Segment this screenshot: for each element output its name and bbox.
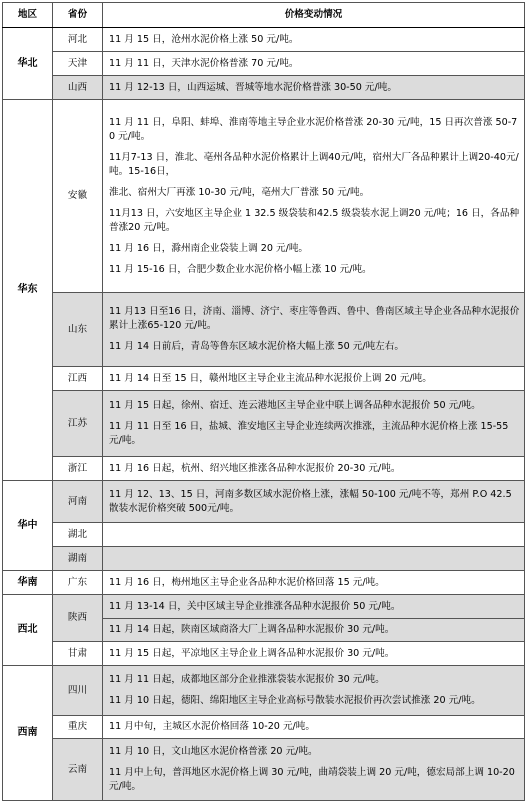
change-cell	[103, 547, 525, 571]
header-price-change: 价格变动情况	[103, 3, 525, 28]
province-cell: 重庆	[53, 716, 103, 739]
province-cell: 江苏	[53, 391, 103, 457]
table-row	[3, 481, 525, 523]
province-cell: 河南	[53, 481, 103, 523]
change-cell	[103, 716, 525, 739]
change-cell	[103, 642, 525, 666]
table-row	[3, 642, 525, 666]
change-cell	[103, 28, 525, 52]
table-row	[3, 523, 525, 547]
province-cell: 天津	[53, 52, 103, 76]
table-row	[3, 739, 525, 801]
header-province: 省份	[53, 3, 103, 28]
change-entry: 11 月 11 日，天津水泥价格普涨 70 元/吨。	[109, 57, 299, 69]
change-cell	[103, 571, 525, 595]
change-cell	[103, 367, 525, 391]
change-entry: 11月13 日，六安地区主导企业 1 32.5 级袋装和42.5 级袋装水泥上调20 元/吨；16 日，各品种普涨20 元/吨。	[109, 207, 520, 233]
change-cell	[103, 391, 525, 457]
province-cell: 湖北	[53, 523, 103, 547]
region-central: 华中	[3, 481, 53, 571]
change-cell	[103, 76, 525, 100]
change-entry: 11 月 10 日，文山地区水泥价格普涨 20 元/吨。	[109, 746, 318, 757]
table-header-row	[3, 3, 525, 28]
province-cell: 湖南	[53, 547, 103, 571]
table-row	[3, 595, 525, 619]
change-entry: 11 月中旬，主城区水泥价格回落 10-20 元/吨。	[109, 721, 315, 732]
change-entry: 11 月 14 日前后，青岛等鲁东区域水泥价格大幅上涨 50 元/吨左右。	[109, 341, 404, 352]
change-cell	[103, 293, 525, 367]
province-cell: 江西	[53, 367, 103, 391]
change-cell	[103, 523, 525, 547]
change-entry: 11 月 15 日，沧州水泥价格上涨 50 元/吨。	[109, 33, 299, 45]
table-row	[3, 100, 525, 293]
change-cell	[103, 666, 525, 716]
change-entry: 11 月 12、13、15 日，河南多数区域水泥价格上涨，涨幅 50-100 元/吨不等，郑州 P.O 42.5 散装水泥价格突破 500元/吨。	[109, 488, 512, 514]
province-cell: 浙江	[53, 457, 103, 481]
change-entry: 11 月 12-13 日，山西运城、晋城等地水泥价格普涨 30-50 元/吨。	[109, 81, 397, 93]
change-entry: 11 月 16 日，梅州地区主导企业各品种水泥价格回落 15 元/吨。	[109, 576, 385, 588]
region-south: 华南	[3, 571, 53, 595]
change-entry: 淮北、宿州大厂再涨 10-30 元/吨，亳州大厂普涨 50 元/吨。	[109, 186, 370, 198]
change-cell	[103, 481, 525, 523]
change-cell	[103, 457, 525, 481]
change-entry: 11 月 13-14 日，关中区域主导企业推涨各品种水泥报价 50 元/吨。	[109, 600, 401, 612]
change-entry: 11 月中上旬，普洱地区水泥价格上调 30 元/吨，曲靖袋装上调 20 元/吨，德宏局部上调 10-20 元/吨。	[109, 767, 515, 792]
change-entry: 11 月 15 日起，徐州、宿迁、连云港地区主导企业中联上调各品种水泥报价 50 元/吨。	[109, 400, 481, 411]
province-cell: 陕西	[53, 595, 103, 642]
change-entry: 11 月 14 日起，陕南区域商洛大厂上调各品种水泥报价 30 元/吨。	[109, 624, 395, 635]
table-row	[3, 571, 525, 595]
table-row	[3, 391, 525, 457]
change-entry: 11 月13 日至16 日，济南、淄博、济宁、枣庄等鲁西、鲁中、鲁南区域主导企业各品种水泥报价累计上涨65-120 元/吨。	[109, 306, 520, 331]
change-entry: 11 月 11 日至 16 日，盐城、淮安地区主导企业连续两次推涨，主流品种水泥价格上涨 15-55 元/吨。	[109, 421, 509, 446]
change-entry: 11 月 11 日起，成都地区部分企业推涨袋装水泥报价 30 元/吨。	[109, 674, 385, 685]
change-entry: 11 月 15 日起，平凉地区主导企业上调各品种水泥报价 30 元/吨。	[109, 647, 395, 659]
table-row	[3, 76, 525, 100]
change-entry: 11 月 10 日起，德阳、绵阳地区主导企业高标号散装水泥报价再次尝试推涨 20 元/吨。	[109, 695, 481, 706]
region-north: 华北	[3, 28, 53, 100]
province-cell: 云南	[53, 739, 103, 801]
change-entry: 11 月 11 日，阜阳、蚌埠、淮南等地主导企业水泥价格普涨 20-30 元/吨，15 日再次普涨 50-70 元/吨。	[109, 116, 518, 142]
province-cell: 四川	[53, 666, 103, 716]
change-cell	[103, 595, 525, 619]
table-row	[3, 28, 525, 52]
change-cell	[103, 52, 525, 76]
change-entry: 11 月 16 日，滁州南企业袋装上调 20 元/吨。	[109, 242, 309, 254]
change-entry: 11 月 15-16 日，合肥少数企业水泥价格小幅上涨 10 元/吨。	[109, 263, 372, 275]
province-cell: 山西	[53, 76, 103, 100]
table-row	[3, 367, 525, 391]
change-cell	[103, 739, 525, 801]
cement-price-table	[2, 2, 525, 801]
table-row	[3, 457, 525, 481]
table-row	[3, 293, 525, 367]
region-northwest: 西北	[3, 595, 53, 666]
table-row	[3, 666, 525, 716]
table-row	[3, 52, 525, 76]
header-region: 地区	[3, 3, 53, 28]
province-cell: 甘肃	[53, 642, 103, 666]
change-cell	[103, 619, 525, 642]
change-cell	[103, 100, 525, 293]
province-cell: 山东	[53, 293, 103, 367]
change-entry: 11 月 14 日至 15 日，赣州地区主导企业主流品种水泥报价上调 20 元/吨。	[109, 372, 432, 384]
province-cell: 河北	[53, 28, 103, 52]
region-east: 华东	[3, 100, 53, 481]
region-southwest: 西南	[3, 666, 53, 801]
table-row	[3, 716, 525, 739]
change-entry: 11月7-13 日，淮北、亳州各品种水泥价格累计上调40元/吨，宿州大厂各品种累计上调20-40元/吨。15-16日，	[109, 151, 519, 177]
change-entry: 11 月 16 日起，杭州、绍兴地区推涨各品种水泥报价 20-30 元/吨。	[109, 462, 401, 474]
table-row	[3, 547, 525, 571]
province-cell: 广东	[53, 571, 103, 595]
province-cell: 安徽	[53, 100, 103, 293]
